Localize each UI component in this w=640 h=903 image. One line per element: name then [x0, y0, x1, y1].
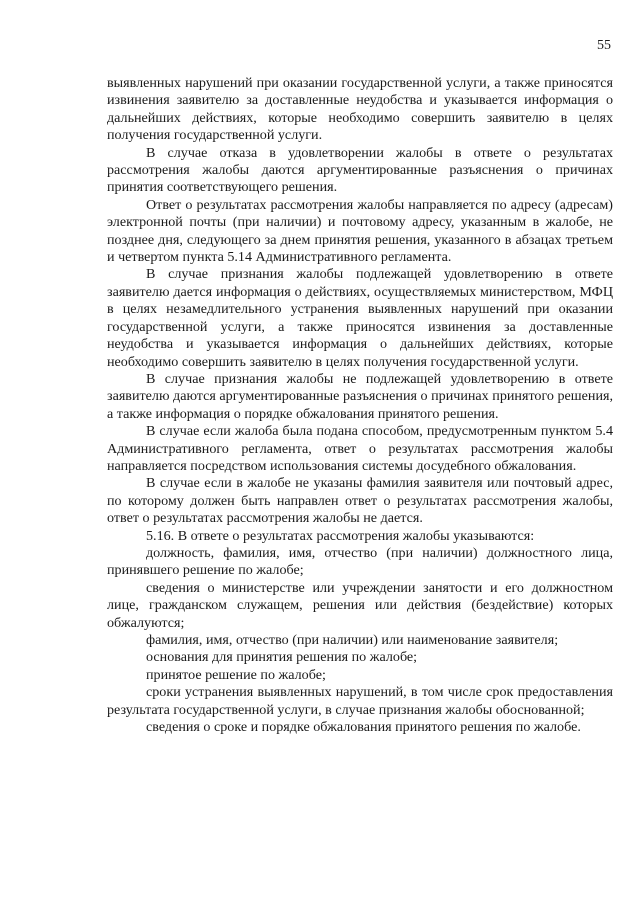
list-item: сроки устранения выявленных нарушений, в том числе срок предоставления результата государственной услуги, в случае признания жалобы обоснованной;: [107, 684, 613, 718]
list-item: принятое решение по жалобе;: [146, 666, 326, 683]
list-item: фамилия, имя, отчество (при наличии) или наименование заявителя;: [146, 632, 559, 648]
list-item: должность, фамилия, имя, отчество (при наличии) должностного лица, принявшего решение по жалобе;: [107, 544, 613, 579]
paragraph-refusal: В случае отказа в удовлетворении жалобы в ответе о результатах рассмотрения жалобы даются аргументированные разъяснения о причинах принятия соответствующего решения.: [107, 144, 613, 196]
paragraph-response-delivery: Ответ о результатах рассмотрения жалобы направляется по адресу (адресам) электронной почты (при наличии) и почтовому адресу, указанным в жалобе, не позднее дня, следующего за днем принятия решения, указанного в абзацах третьем и четвертом пункта 5.14 Административного регламента.: [107, 196, 613, 266]
paragraph-no-address: В случае если в жалобе не указаны фамилия заявителя или почтовый адрес, по которому должен быть направлен ответ о результатах рассмотрения жалобы, ответ о результатах рассмотрения жалобы не дается.: [107, 475, 613, 527]
paragraph-continuation: выявленных нарушений при оказании государственной услуги, а также приносятся извинения заявителю за доставленные неудобства и указывается информация о дальнейших действиях, которые необходимо совершить заявителю в целях получения государственной услуги.: [107, 75, 613, 144]
list-item: основания для принятия решения по жалобе;: [146, 649, 418, 666]
paragraph-pretrial-system: В случае если жалоба была подана способом, предусмотренным пунктом 5.4 Административного регламента, ответ о результатах рассмотрения жалобы направляется посредством использования системы досудебного обжалования.: [107, 423, 613, 474]
list-item: сведения о сроке и порядке обжалования принятого решения по жалобе.: [146, 719, 581, 736]
page-number: 55: [597, 38, 611, 53]
document-body: [107, 75, 613, 736]
paragraph-complaint-not-satisfied: В случае признания жалобы не подлежащей удовлетворению в ответе заявителю даются аргументированные разъяснения о причинах принятого решения, а также информация о порядке обжалования принятого решения.: [107, 370, 613, 422]
paragraph-section-5-16: 5.16. В ответе о результатах рассмотрения жалобы указываются:: [146, 527, 535, 544]
list-item: сведения о министерстве или учреждении занятости и его должностном лице, гражданском служащем, решения или действия (бездействие) которых обжалуются;: [107, 579, 613, 631]
paragraph-complaint-satisfied: В случае признания жалобы подлежащей удовлетворению в ответе заявителю дается информация о действиях, осуществляемых министерством, МФЦ в целях незамедлительного устранения выявленных нарушений при оказании государственной услуги, а также приносятся извинения за доставленные неудобства и указывается информация о дальнейших действиях, которые необходимо совершить заявителю в целях получения государственной услуги.: [107, 266, 613, 370]
